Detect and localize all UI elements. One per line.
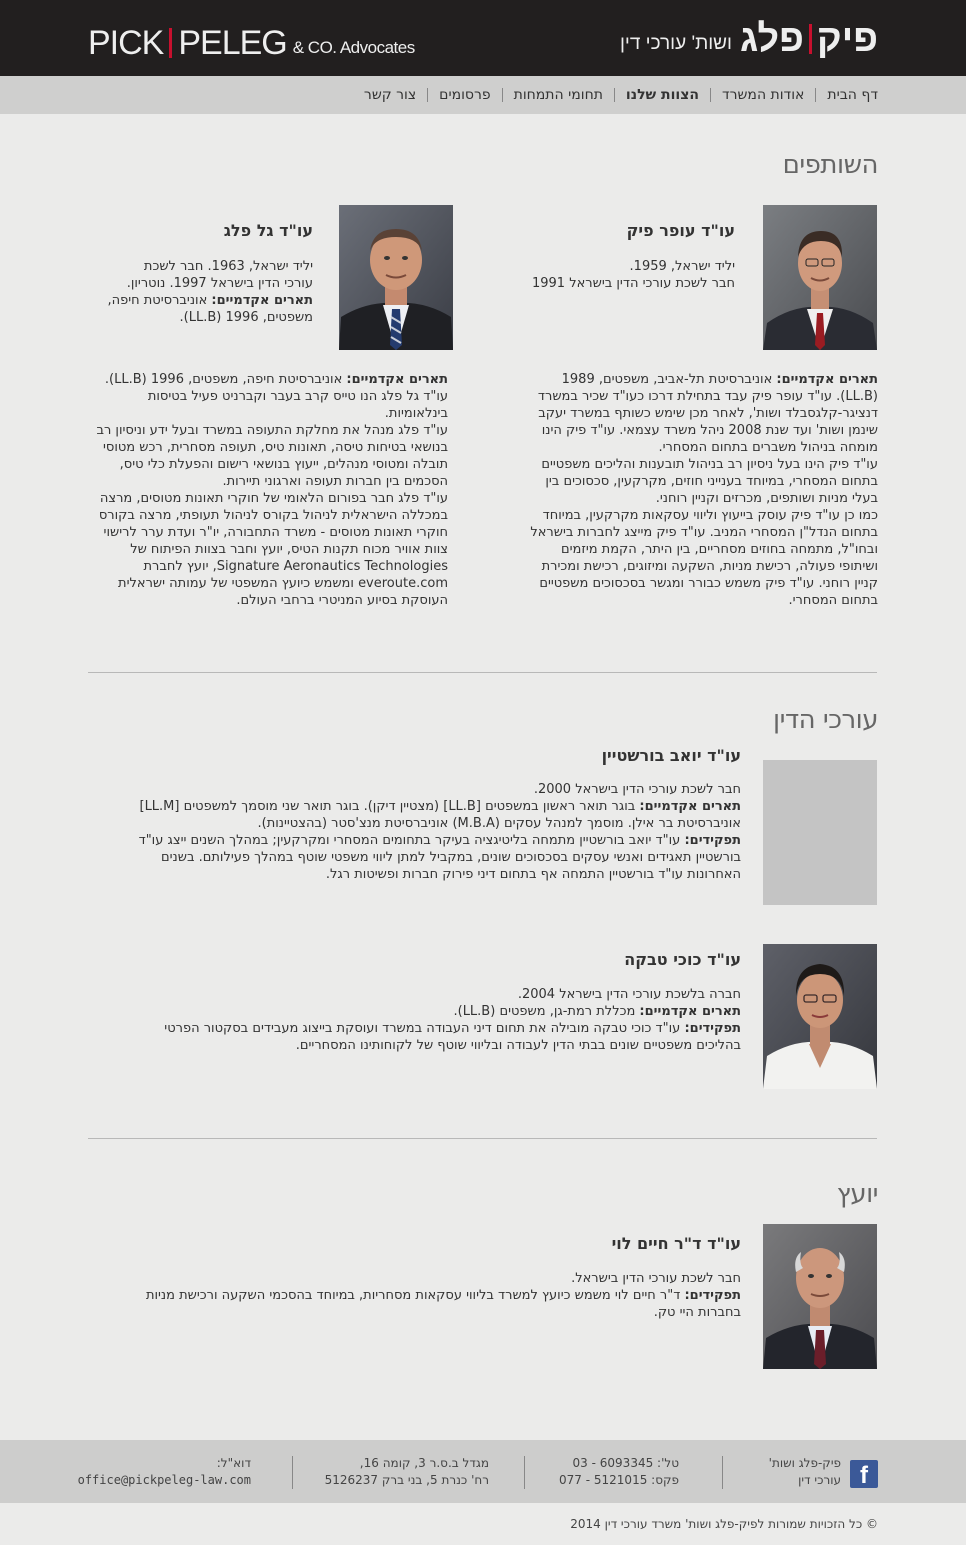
email-link[interactable]: office@pickpeleg-law.com <box>77 1473 251 1487</box>
footer-address <box>325 1455 489 1489</box>
text: ד"ר חיים לוי משמש כיועץ למשרד בליווי עסקאות מסחריות, במיוחד בהסכמי השקעה ורכישת מניות בחברות היי טק. <box>145 1288 741 1320</box>
section-divider <box>88 1138 877 1139</box>
bio-paragraph <box>121 832 741 883</box>
photo-gal-peleg <box>339 205 453 350</box>
bio-paragraph <box>121 1287 741 1321</box>
partners-title: השותפים <box>782 150 878 180</box>
footer-line: דוא"ל: <box>216 1456 251 1470</box>
footer-line[interactable]: טל': 6093345 - 03 <box>572 1456 679 1470</box>
text: בוגר תואר ראשון במשפטים [LL.B] (מצטיין דיקן). בוגר תואר שני מוסמך למשפטים [LL.M] אוניברסיטת בר אילן. מוסמך למנהל עסקים (M.B.A) אוניברסיטת מנצ'סטר (בהצטיינות). <box>139 799 741 831</box>
footer-line: עורכי דין <box>798 1473 841 1487</box>
advisor-name-haim-levi: עו"ד ד"ר חיים לוי <box>611 1234 741 1253</box>
logo-separator <box>169 28 172 58</box>
bio-paragraph <box>121 1020 741 1054</box>
text: מכללת רמת-גן, משפטים (LL.B). <box>453 1004 640 1019</box>
text: עו"ד כוכי טבקה מובילה את תחום דיני העבודה במשרד ועוסקת בייצוג מעבידים בסקטור הפרטי בהליכים משפטיים שונים בבתי הדין לעבודה ובליווי שוטף של לקוחותינו המסחריים. <box>164 1021 741 1053</box>
lawyer-name-kochi-tabka: עו"ד כוכי טבקה <box>624 950 741 969</box>
footer-line: רח' כנרת 5, בני ברק 5126237 <box>324 1473 489 1487</box>
partner-name-gal-peleg: עו"ד גל פלג <box>223 221 313 240</box>
bio-line: חבר לשכת עורכי הדין בישראל 2000. <box>533 782 741 797</box>
nav-team[interactable]: הצוות שלנו <box>614 88 710 102</box>
advisor-title: יועץ <box>836 1179 878 1209</box>
partner-bio-gal-peleg <box>86 371 448 609</box>
label: תפקידים: <box>684 1021 741 1036</box>
photo-placeholder-yoav-burstein <box>763 760 877 905</box>
partner-name-ofer-pick: עו"ד עופר פיק <box>626 221 735 240</box>
photo-ofer-pick <box>763 205 877 350</box>
bio-paragraph: כמו כן עו"ד פיק עוסק בייעוץ וליווי עסקאות מקרקעין, במיוחד בתחום הנדל"ן המסחרי המניב. עו"ד פיק מייצג לחברות בישראל ובחו"ל, מתמחה בחוזים מסחריים, בין היתר, הקמת מיזמים ושיתופי פעולה, רכישת מניות, השקעה ומיזוגים, רכישת ומכירת קניין רוחני. עו"ד פיק משמש כבורר ומגשר בסכסוכים משפטיים בתחום המסחרי. <box>530 508 878 608</box>
footer-firm <box>769 1455 841 1489</box>
intro-line: משפטים, 1996 (LL.B). <box>179 310 313 325</box>
logo-he-separator <box>809 24 812 54</box>
footer-phone <box>559 1455 679 1489</box>
label: תפקידים: <box>684 1288 741 1303</box>
logo-english[interactable] <box>88 22 415 60</box>
logo-he-peleg: פלג <box>739 18 804 60</box>
footer <box>0 1440 966 1503</box>
label: תארים אקדמיים: <box>346 372 448 387</box>
intro-line: עורכי הדין בישראל 1997. נוטריון. <box>126 276 313 291</box>
partner-intro-ofer-pick <box>505 258 735 292</box>
nav-about[interactable]: אודות המשרד <box>710 88 815 102</box>
label: תארים אקדמיים: <box>639 1004 741 1019</box>
advisor-bio-haim-levi <box>121 1270 741 1321</box>
partner-bio-ofer-pick <box>523 371 878 609</box>
label: תארים אקדמיים: <box>211 293 313 308</box>
photo-kochi-tabka <box>763 944 877 1089</box>
label: תארים אקדמיים: <box>639 799 741 814</box>
footer-email <box>78 1455 251 1489</box>
bio-paragraph: עו"ד פלג חבר בפורום הלאומי של חוקרי תאונות מטוסים, מרצה במכללה הישראלית לניהול בקורס לניהול תעופתי, מרצה בקורס חוקרי תאונות מטוסים - משרד התחבורה, יו"ר ועדת ערר לרישוי צוות אוויר מכוח תקנות הטיס, יועץ וחבר בצוות הפיתוח של Signature Aeronautics Technologies, יועץ לחברת everoute.com ומשמש כיועץ המשפטי של עמותה ישראלית העוסקת בסיוע המניטרי ברחבי העולם. <box>98 491 448 608</box>
bio-line: חבר לשכת עורכי הדין בישראל. <box>571 1271 741 1286</box>
intro-line <box>83 292 313 309</box>
bio-paragraph: עו"ד פיק הינו בעל ניסיון רב בניהול תובענות והליכים משפטיים בתחום המסחרי, במיוחד בענייני חוזים, מקרקעין, סכסוכים בין בעלי מניות ושותפים, מכרזים וקניין רוחני. <box>541 457 878 506</box>
intro-line: יליד ישראל, 1959. <box>629 259 735 274</box>
text: אוניברסיטת תל-אביב, משפטים, 1989 (LL.B). עו"ד עופר פיק עבד בתחילת דרכו כעו"ד שכיר במשרד דנציגר-קלגסבלד ושות', לאחר מכן שימש כשותף במשרד יעקב שינמן ושות' ועד שנת 2008 ניהל משרד עצמאי. עו"ד פיק הינו מומחה בניהול משברים בתחום המסחרי. <box>537 372 878 455</box>
intro-line: חבר לשכת עורכי הדין בישראל 1991 <box>531 276 735 291</box>
nav-publications[interactable]: פרסומים <box>427 88 501 102</box>
label: תארים אקדמיים: <box>776 372 878 387</box>
bio-paragraph <box>523 371 878 456</box>
text: עו"ד יואב בורשטיין מתמחה בליטיגציה בעיקר בתחומים המסחרי ומקרקעין; במהלך השנים ייצג עו"ד בורשטיין תאגידים ואנשי עסקים בסכסוכים שונים, במקביל למתן ליווי משפטי שוטף במהלך פעילותם. בשנים האחרונות עו"ד בורשטיין התמחה אף בתחום דיני פירוק חברות ופשיטות רגל. <box>138 833 741 882</box>
bio-paragraph: עו"ד פלג מנהל את מחלקת התעופה במשרד ובעל ידע וניסיון רב בנושאי בטיחות טיסה, תאונות טיס, תעופה מסחרית, רכש מטוסי תובלה ומטוסי מנהלים, ייעוץ בנושאי רישום והפעלת כלי טיס, הסכמים בין חברות תעופה וארגוני תיירות. <box>96 423 448 489</box>
lawyer-name-yoav-burstein: עו"ד יואב בורשטיין <box>601 746 741 765</box>
intro-line: יליד ישראל, 1963. חבר לשכת <box>143 259 313 274</box>
text: אוניברסיטת חיפה, משפטים, 1996 (LL.B). <box>104 372 347 387</box>
footer-divider <box>292 1456 293 1489</box>
photo-haim-levi <box>763 1224 877 1369</box>
header <box>0 0 966 76</box>
label: תפקידים: <box>684 833 741 848</box>
facebook-icon[interactable]: f <box>850 1460 878 1488</box>
section-divider <box>88 672 877 673</box>
footer-line: פיק-פלג ושות' <box>768 1456 841 1470</box>
partner-intro-gal-peleg <box>83 258 313 326</box>
bio-paragraph: עו"ד גל פלג הנו טייס קרב בעבר וקברניט פעיל בטיסות בינלאומיות. <box>147 389 448 421</box>
logo-pick: PICK <box>88 24 164 62</box>
logo-he-pick: פיק <box>816 18 878 60</box>
footer-divider <box>722 1456 723 1489</box>
lawyer-bio-kochi-tabka <box>121 986 741 1054</box>
lawyer-bio-yoav-burstein <box>121 781 741 883</box>
bio-paragraph <box>121 798 741 832</box>
logo-advocates: & CO. Advocates <box>292 38 415 57</box>
footer-divider <box>524 1456 525 1489</box>
main-nav <box>0 76 966 114</box>
text: אוניברסיטת חיפה, <box>107 293 212 308</box>
footer-line: פקס: 5121015 - 077 <box>559 1473 679 1487</box>
nav-practice-areas[interactable]: תחומי התמחות <box>502 88 614 102</box>
nav-home[interactable]: דף הבית <box>815 88 878 102</box>
lawyers-title: עורכי הדין <box>773 705 878 735</box>
bio-paragraph <box>121 1003 741 1020</box>
logo-hebrew[interactable] <box>620 18 878 58</box>
logo-peleg: PELEG <box>178 24 287 62</box>
copyright: © כל הזכויות שמורות לפיק-פלג ושות' משרד עורכי דין 2014 <box>570 1517 878 1531</box>
footer-line: מגדל ב.ס.ר 3, קומה 16, <box>359 1456 489 1470</box>
nav-contact[interactable]: צור קשר <box>363 87 417 103</box>
logo-he-lawyers: ושות' עורכי דין <box>620 33 732 54</box>
bio-paragraph <box>86 371 448 388</box>
bio-line: חברה בלשכת עורכי הדין בישראל 2004. <box>517 987 741 1002</box>
